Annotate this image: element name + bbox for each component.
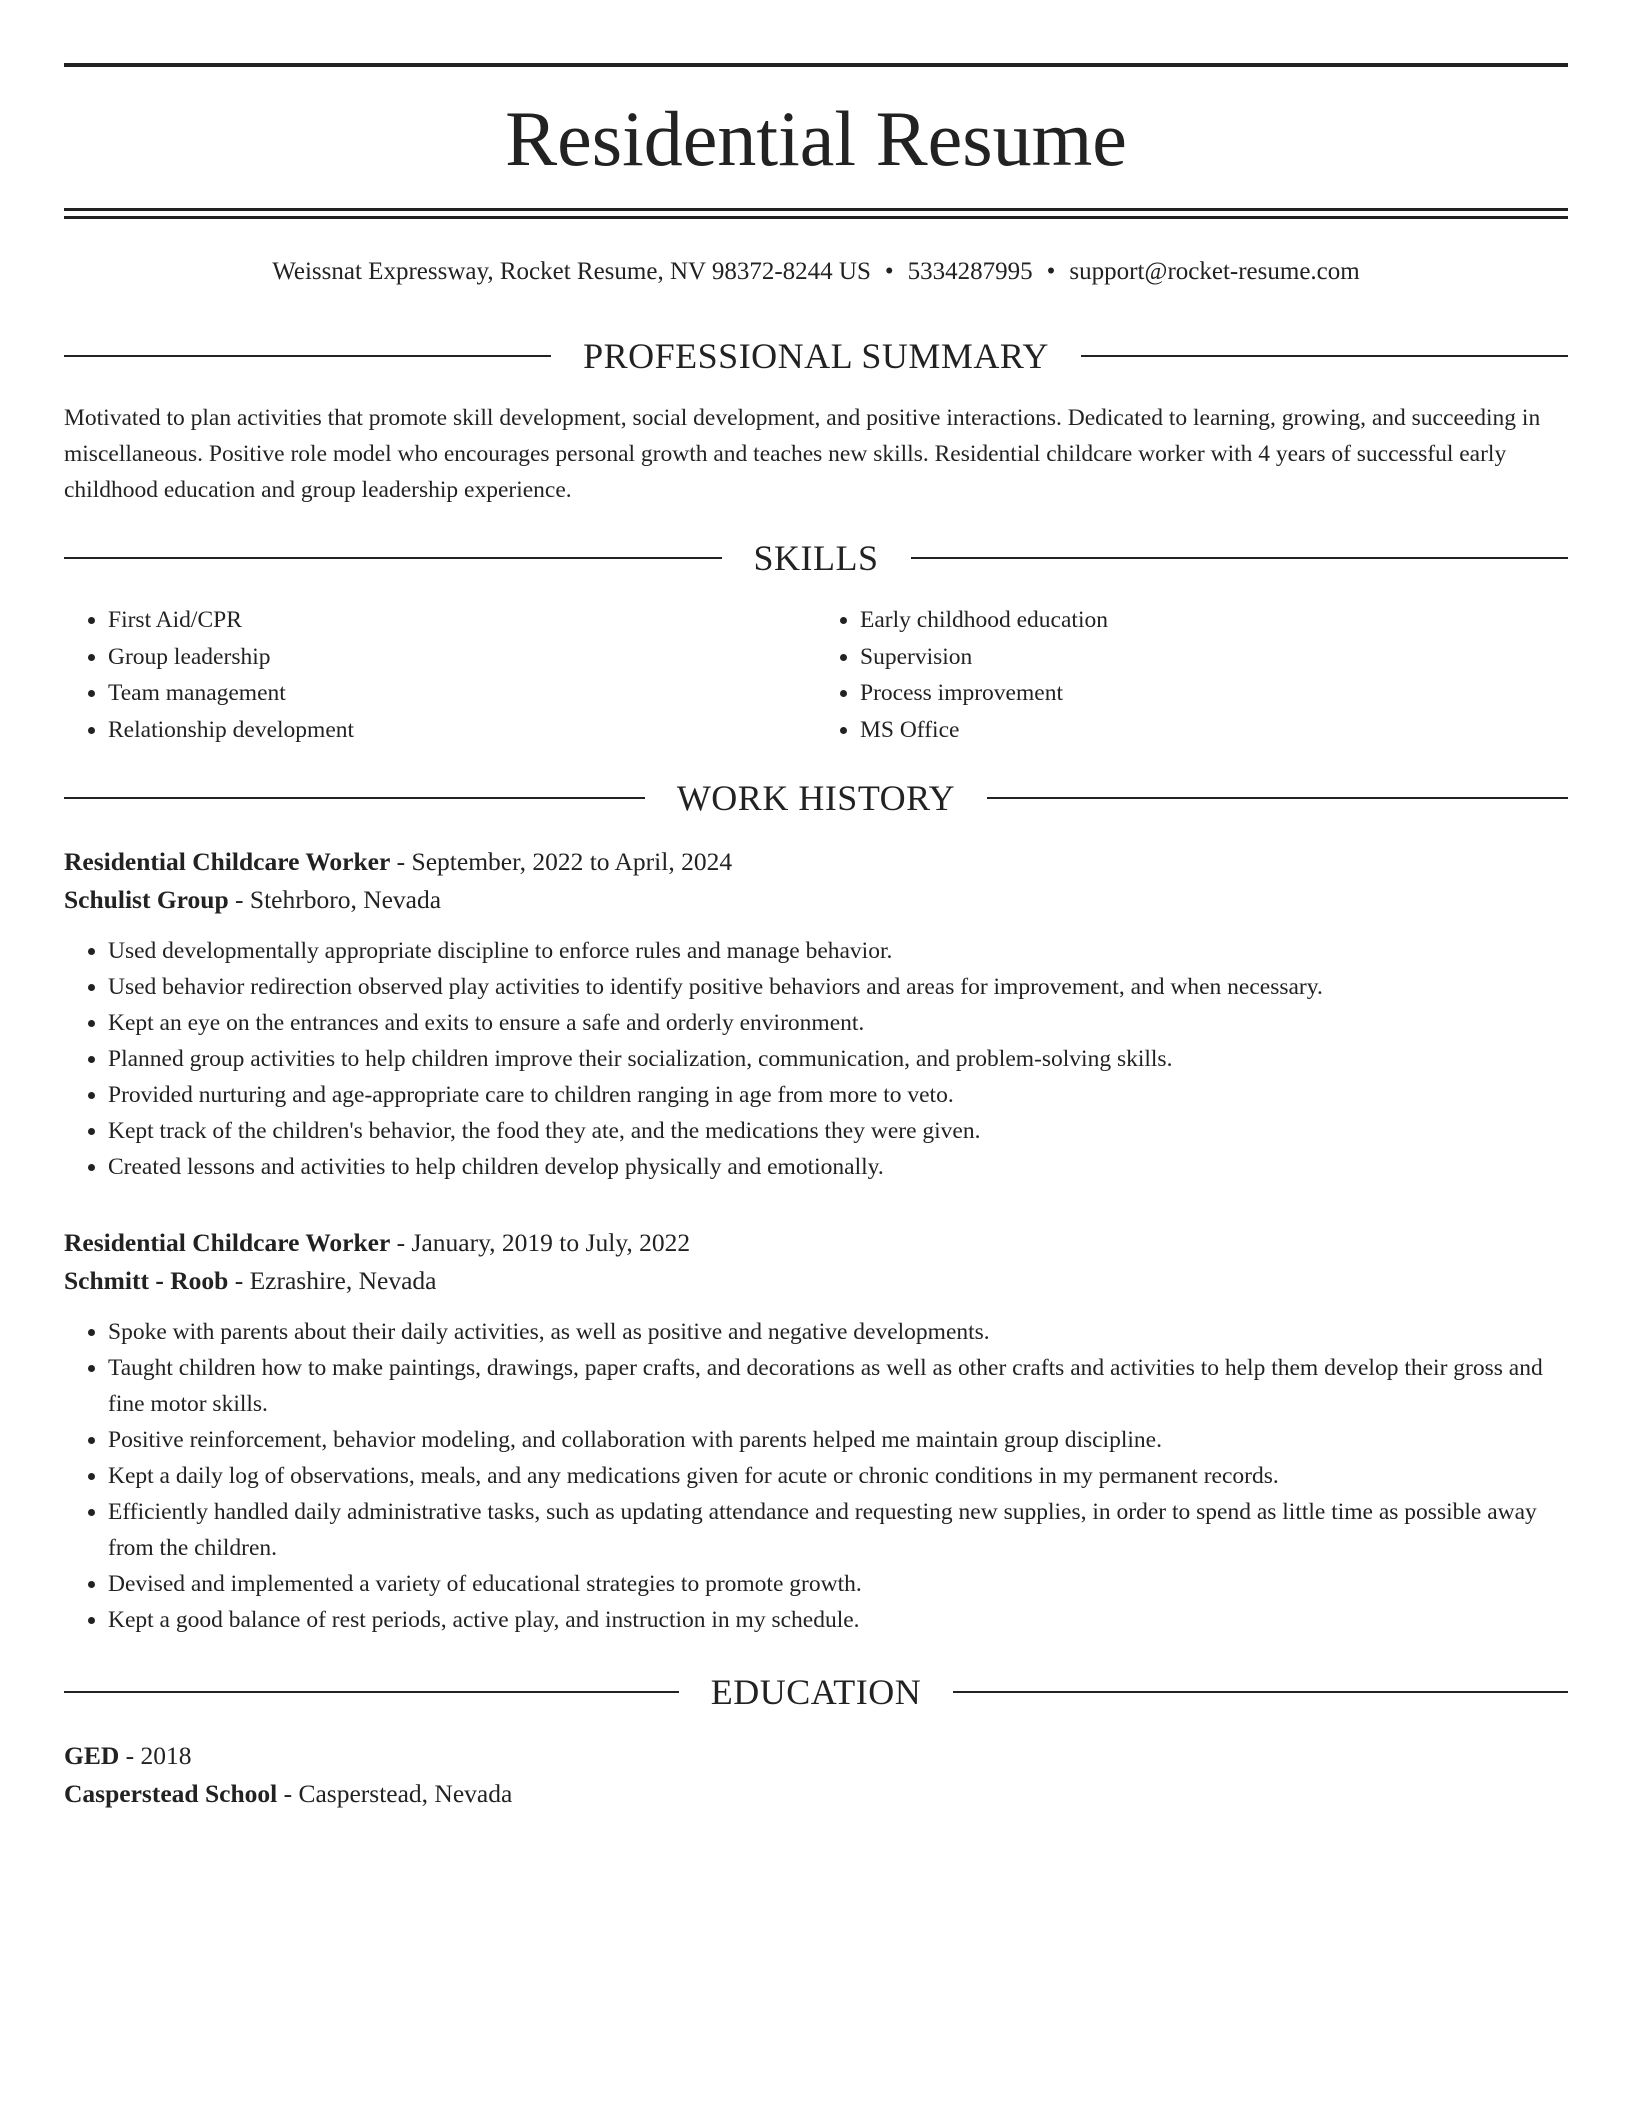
duty-item: • Taught children how to make paintings, drawings, paper crafts, and decorations as well as other crafts and activities to help them develop their gross and fine motor skills. xyxy=(108,1350,1568,1422)
section-title-work: WORK HISTORY xyxy=(676,778,956,818)
page-title: Residential Resume xyxy=(505,95,1127,182)
duty-item: • Positive reinforcement, behavior modeling, and collaboration with parents helped me maintain group discipline. xyxy=(108,1422,1568,1458)
education-degree: GED xyxy=(64,1741,120,1770)
section-rule-left xyxy=(64,1691,679,1693)
duty-item: • Planned group activities to help children improve their socialization, communication, and problem-solving skills. xyxy=(108,1041,1568,1077)
job-company: Schmitt - Roob xyxy=(64,1266,229,1295)
contact-line xyxy=(64,255,1568,289)
education-year: - 2018 xyxy=(119,1741,192,1770)
duty-item: • Used behavior redirection observed play activities to identify positive behaviors and areas for improvement, and when necessary. xyxy=(108,969,1568,1005)
section-title-skills: SKILLS xyxy=(753,538,879,578)
section-header-skills xyxy=(64,536,1568,580)
job-title: Residential Childcare Worker xyxy=(64,847,391,876)
job-entry xyxy=(64,843,1568,1185)
duty-item: • Kept an eye on the entrances and exits to ensure a safe and orderly environment. xyxy=(108,1005,1568,1041)
contact-phone: 5334287995 xyxy=(907,258,1033,285)
duty-item: • Created lessons and activities to help children develop physically and emotionally. xyxy=(108,1149,1568,1185)
section-title-education: EDUCATION xyxy=(710,1672,922,1712)
duty-item: • Kept track of the children's behavior, the food they ate, and the medications they were given. xyxy=(108,1113,1568,1149)
duty-item: • Used developmentally appropriate discipline to enforce rules and manage behavior. xyxy=(108,933,1568,969)
section-title-summary: PROFESSIONAL SUMMARY xyxy=(583,336,1049,376)
skills-column-right xyxy=(816,602,1568,748)
section-header-work xyxy=(64,776,1568,820)
summary-text: Motivated to plan activities that promote skill development, social development, and positive interactions. Dedicated to learning, growing, and succeeding in miscellaneous. Positive role model who encourages personal growth and teaches new skills. Residential childcare worker with 4 years of successful early childhood education and group leadership experience. xyxy=(64,405,1541,503)
section-rule-right xyxy=(953,1691,1568,1693)
section-rule-left xyxy=(64,797,645,799)
duty-item: • Spoke with parents about their daily activities, as well as positive and negative developments. xyxy=(108,1314,1568,1350)
section-rule-right xyxy=(1081,355,1568,357)
skill-item: • Relationship development xyxy=(108,712,816,749)
title-double-rule-lower xyxy=(64,216,1568,219)
contact-address: Weissnat Expressway, Rocket Resume, NV 98372-8244 US xyxy=(272,258,871,285)
section-header-education xyxy=(64,1670,1568,1714)
job-title: Residential Childcare Worker xyxy=(64,1228,391,1257)
contact-email: support@rocket-resume.com xyxy=(1069,258,1360,285)
skill-item: • Team management xyxy=(108,675,816,712)
duty-item: • Devised and implemented a variety of educational strategies to promote growth. xyxy=(108,1566,1568,1602)
section-rule-left xyxy=(64,355,551,357)
skill-item: • First Aid/CPR xyxy=(108,602,816,639)
job-dates: - September, 2022 to April, 2024 xyxy=(390,847,733,876)
job-heading xyxy=(64,1224,1568,1262)
top-rule xyxy=(64,63,1568,67)
job-location: - Ezrashire, Nevada xyxy=(228,1266,437,1295)
job-employer xyxy=(64,881,1568,919)
job-duties xyxy=(64,933,1568,1185)
skill-item: • Early childhood education xyxy=(860,602,1568,639)
job-heading xyxy=(64,843,1568,881)
education-school: Casperstead School xyxy=(64,1779,278,1808)
duty-item: • Kept a daily log of observations, meals, and any medications given for acute or chronic conditions in my permanent records. xyxy=(108,1458,1568,1494)
section-header-summary xyxy=(64,334,1568,378)
duty-item: • Efficiently handled daily administrative tasks, such as updating attendance and requesting new supplies, in order to spend as little time as possible away from the children. xyxy=(108,1494,1568,1566)
contact-separator: • xyxy=(884,258,894,285)
skill-item: • Group leadership xyxy=(108,639,816,676)
education-degree-line xyxy=(64,1737,1568,1775)
section-rule-right xyxy=(911,557,1569,559)
job-duties xyxy=(64,1314,1568,1638)
section-rule-right xyxy=(987,797,1568,799)
contact-separator: • xyxy=(1046,258,1056,285)
job-company: Schulist Group xyxy=(64,885,229,914)
job-dates: - January, 2019 to July, 2022 xyxy=(390,1228,691,1257)
education-location: - Casperstead, Nevada xyxy=(277,1779,513,1808)
skills-list xyxy=(64,602,1568,748)
job-employer xyxy=(64,1262,1568,1300)
section-rule-left xyxy=(64,557,722,559)
job-entry xyxy=(64,1224,1568,1638)
duty-item: • Kept a good balance of rest periods, active play, and instruction in my schedule. xyxy=(108,1602,1568,1638)
job-location: - Stehrboro, Nevada xyxy=(228,885,442,914)
duty-item: • Provided nurturing and age-appropriate care to children ranging in age from more to veto. xyxy=(108,1077,1568,1113)
skills-column-left xyxy=(64,602,816,748)
education-entry xyxy=(64,1737,1568,1813)
skill-item: • Process improvement xyxy=(860,675,1568,712)
skill-item: • Supervision xyxy=(860,639,1568,676)
skill-item: • MS Office xyxy=(860,712,1568,749)
title-double-rule-upper xyxy=(64,208,1568,211)
education-school-line xyxy=(64,1775,1568,1813)
